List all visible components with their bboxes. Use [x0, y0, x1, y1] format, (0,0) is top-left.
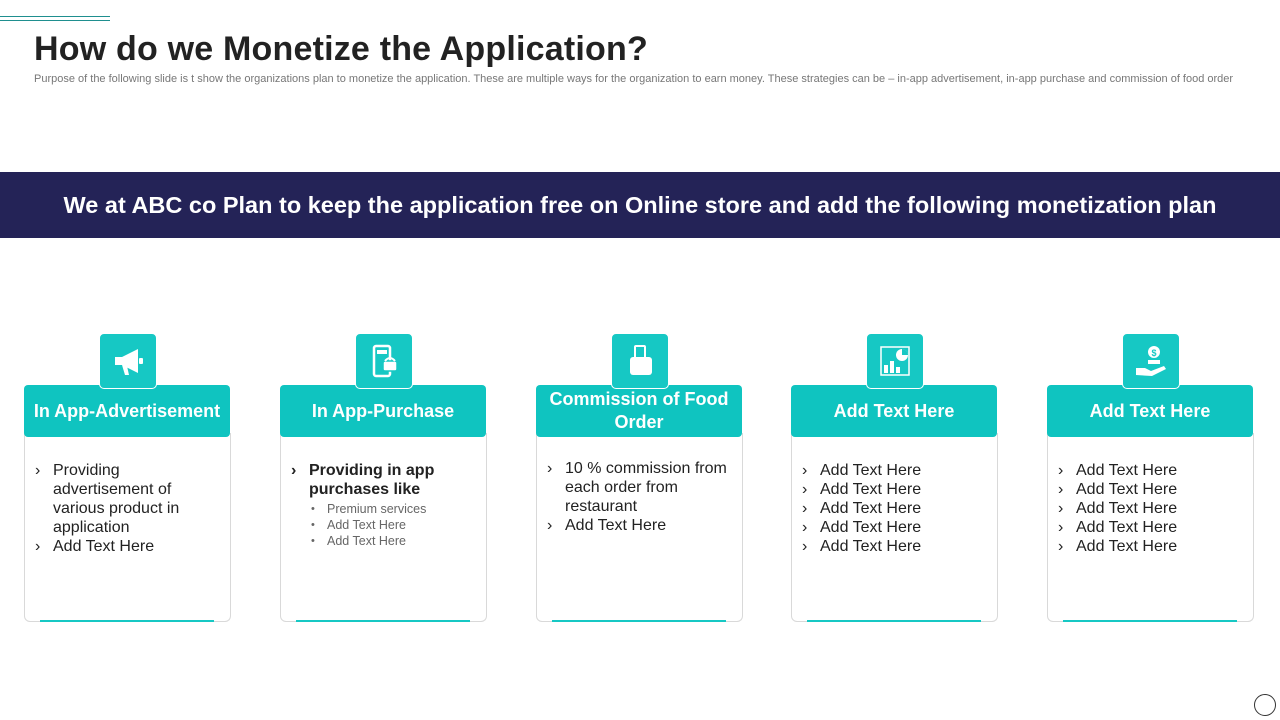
bullet-point: › Add Text Here [802, 537, 990, 556]
svg-text:$: $ [1151, 348, 1157, 358]
bullet-point [291, 461, 479, 549]
banner [0, 172, 1280, 238]
analytics-chart-icon [866, 333, 924, 389]
banner-text: We at ABC co Plan to keep the application free on Online store and add the following monetization plan [63, 191, 1217, 218]
mobile-store-icon [355, 333, 413, 389]
card-header-text: Commission of Food Order [549, 389, 729, 432]
card-underline [807, 620, 981, 622]
card-body [24, 433, 231, 622]
decorative-top-lines [0, 16, 110, 24]
card-add-text-5 [1047, 333, 1255, 623]
card-header-text: In App-Purchase [311, 400, 455, 421]
card-commission-food-order [536, 333, 744, 623]
card-in-app-advertisement [24, 333, 232, 623]
card-body [536, 433, 743, 622]
wallet-icon [611, 333, 669, 389]
bullet-point: › Add Text Here [802, 461, 990, 480]
sub-bullet-point: • Add Text Here [309, 533, 479, 549]
bullet-point: › Add Text Here [802, 499, 990, 518]
megaphone-icon [99, 333, 157, 389]
sub-bullet-point: • Add Text Here [309, 517, 479, 533]
bullet-point: › Add Text Here [547, 516, 735, 535]
bullet-point: › Providing advertisement of various product in application [35, 461, 223, 537]
card-header [24, 385, 230, 437]
bullet-point: › Add Text Here [35, 537, 223, 556]
bullet-point-text: Providing in app purchases like [309, 462, 435, 498]
card-header [791, 385, 997, 437]
card-header [1047, 385, 1253, 437]
card-body [791, 433, 998, 622]
card-underline [40, 620, 214, 622]
card-underline [296, 620, 470, 622]
bullet-point: › 10 % commission from each order from restaurant [547, 459, 735, 516]
page-subtitle: Purpose of the following slide is t show the organizations plan to monetize the application. These are multiple ways for the organization to earn money. These strategies can be – in-app advertisement, in-app purchase and commission of food order [34, 73, 1234, 85]
bullet-point: › Add Text Here [802, 480, 990, 499]
card-header [280, 385, 486, 437]
bullet-point: › Add Text Here [1058, 518, 1246, 537]
bullet-point: › Add Text Here [802, 518, 990, 537]
page-title: How do we Monetize the Application? [34, 30, 648, 68]
card-in-app-purchase [280, 333, 488, 623]
bullet-point: › Add Text Here [1058, 499, 1246, 518]
card-header-text: In App-Advertisement [33, 400, 221, 421]
card-header [536, 385, 742, 437]
corner-circle-icon [1254, 694, 1276, 716]
card-body [280, 433, 487, 622]
hand-money-icon [1122, 333, 1180, 389]
card-body [1047, 433, 1254, 622]
bullet-point: › Add Text Here [1058, 480, 1246, 499]
card-header-text: Add Text Here [1089, 400, 1211, 421]
card-header-text: Add Text Here [833, 400, 955, 421]
card-add-text-4 [791, 333, 999, 623]
bullet-point: › Add Text Here [1058, 537, 1246, 556]
card-underline [552, 620, 726, 622]
sub-bullet-point: • Premium services [309, 501, 479, 517]
bullet-point: › Add Text Here [1058, 461, 1246, 480]
card-underline [1063, 620, 1237, 622]
